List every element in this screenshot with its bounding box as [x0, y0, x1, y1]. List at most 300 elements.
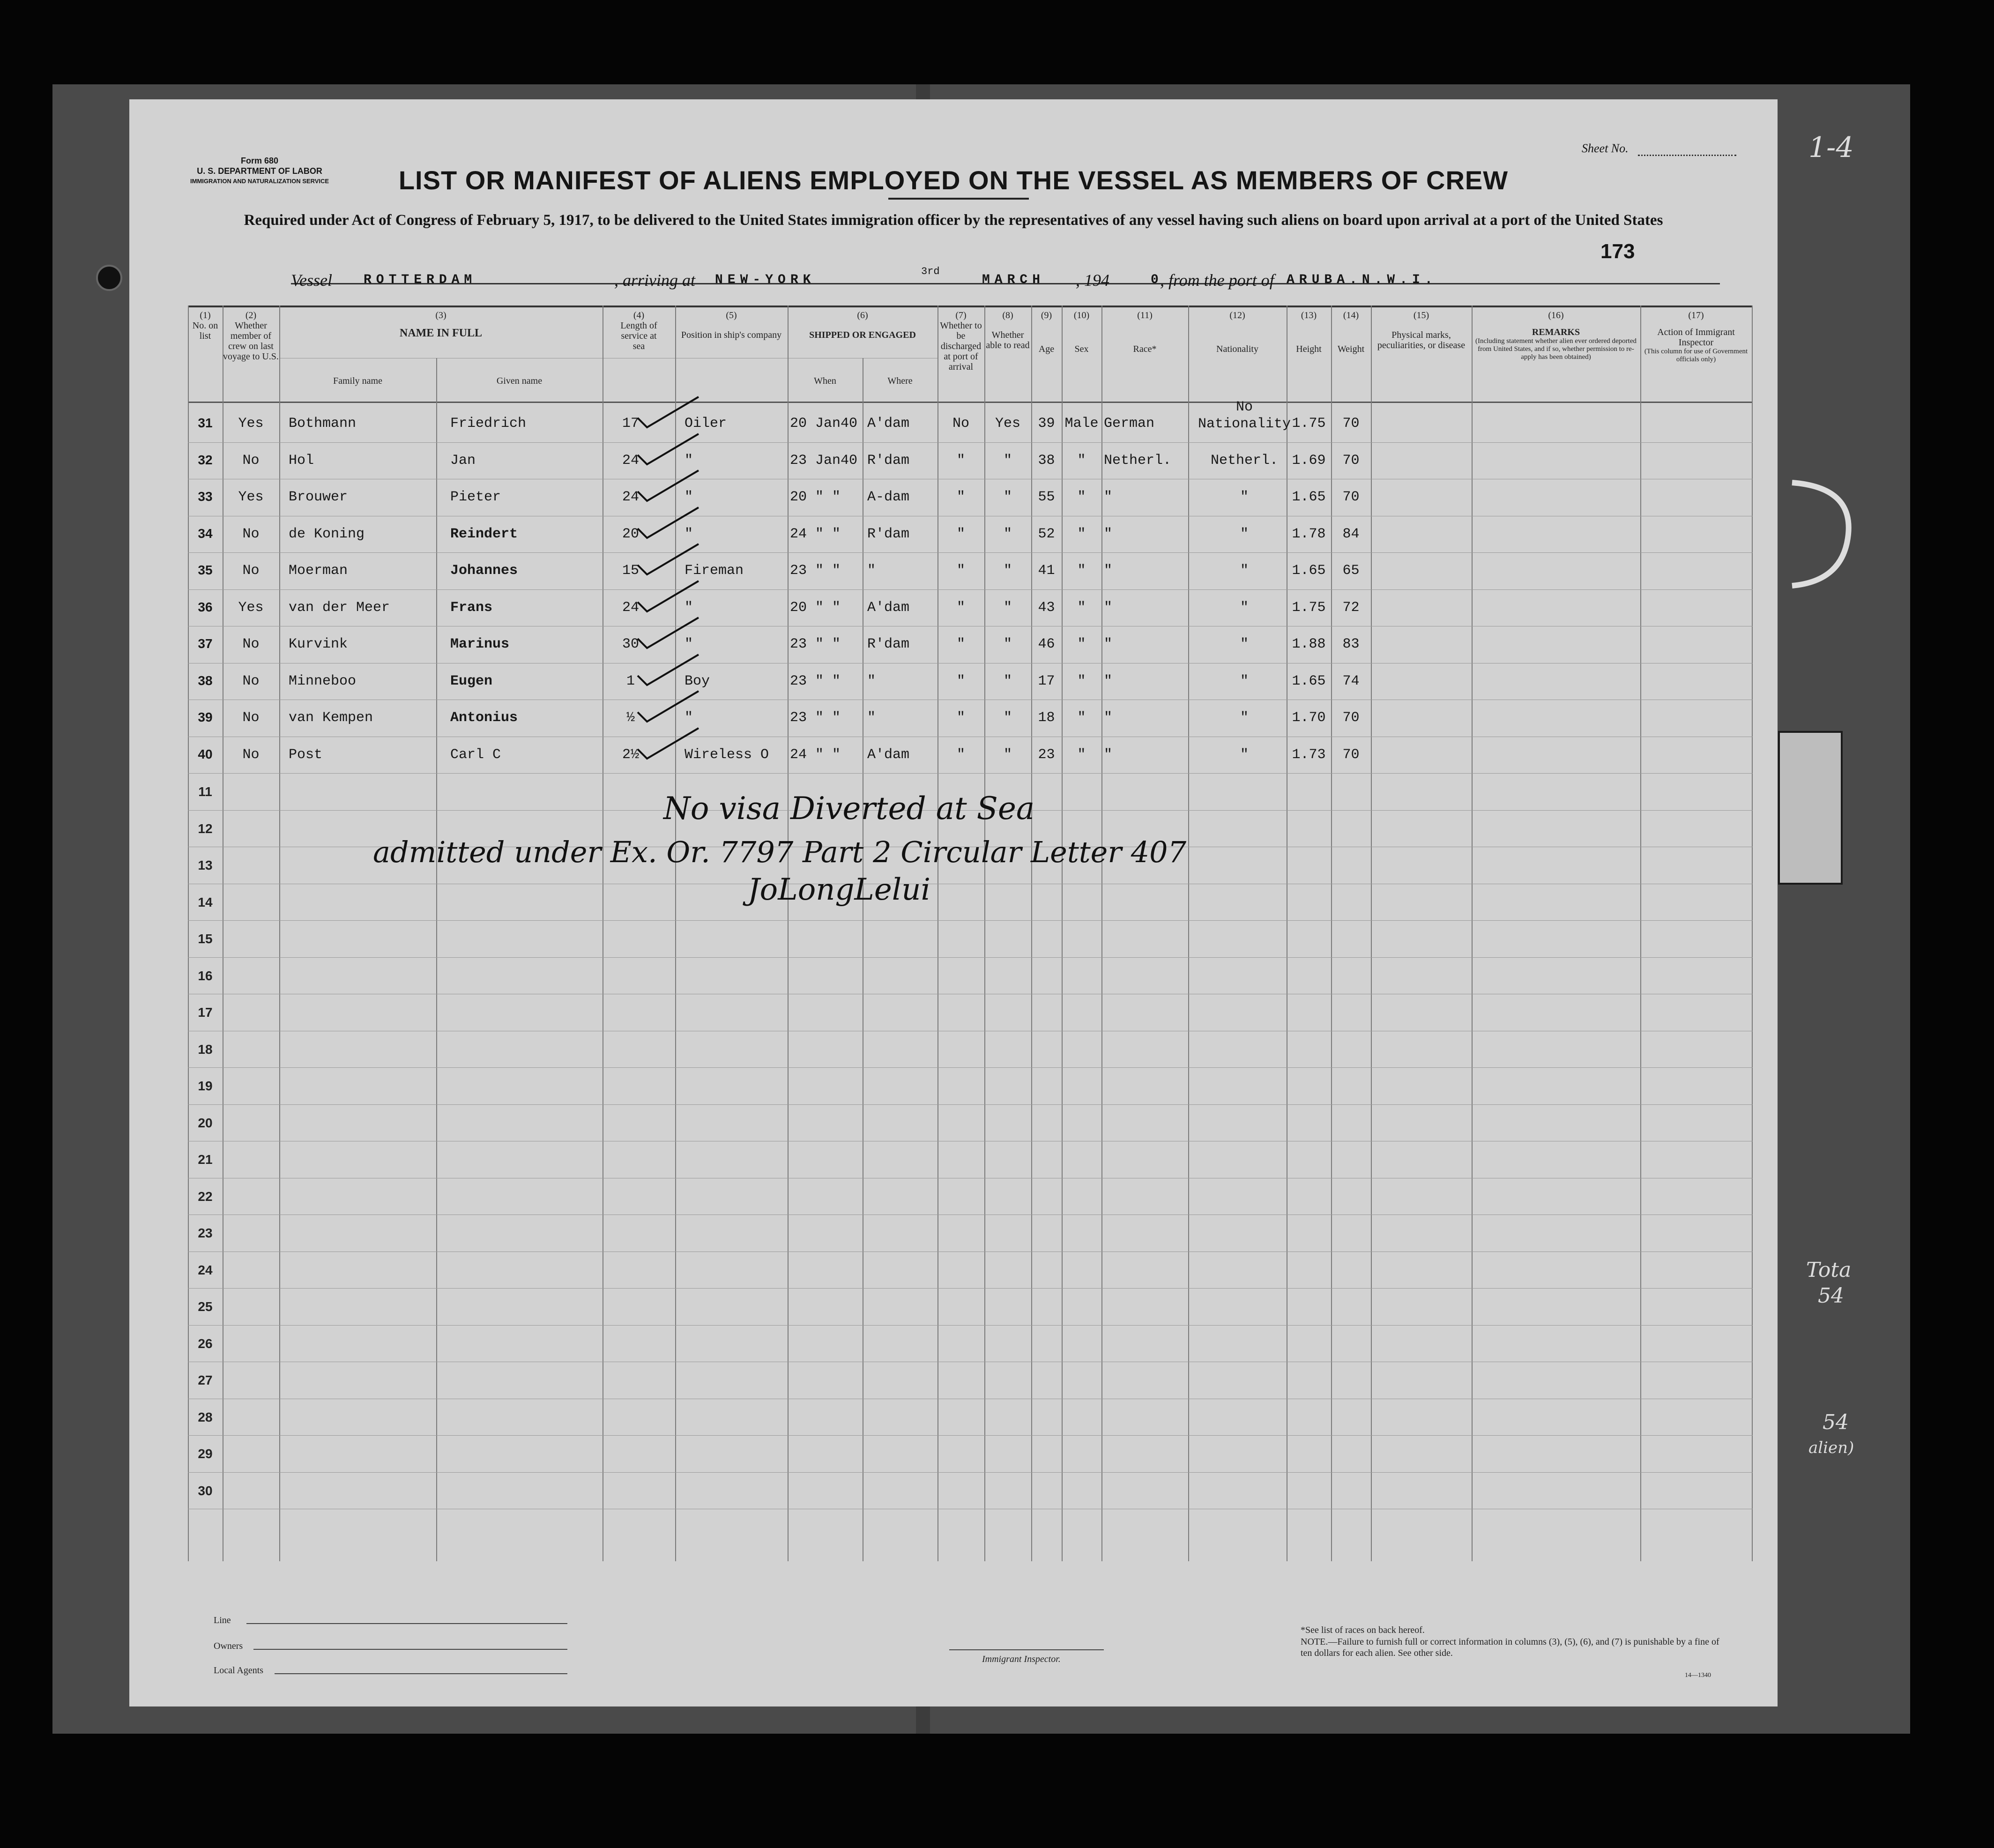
cell-height: 1.73	[1292, 746, 1326, 763]
col-header-no	[188, 310, 223, 341]
col-divider	[1472, 306, 1473, 1561]
cell-age: 39	[1038, 416, 1055, 432]
table-border-right	[1752, 306, 1753, 1561]
table-top-rule	[188, 306, 1753, 307]
col-divider	[436, 358, 437, 1561]
col-header-action	[1640, 310, 1752, 364]
cell-where: A'dam	[867, 746, 910, 763]
col-number: (5)	[726, 310, 737, 320]
cell-given: Jan	[450, 452, 476, 469]
cell-family: Brouwer	[289, 489, 348, 505]
margin-total-1: 54	[1818, 1284, 1844, 1308]
cell-read: "	[1003, 746, 1012, 763]
cell-service: 15	[622, 563, 639, 579]
col-number: (9)	[1041, 310, 1052, 320]
page-number: 173	[1600, 240, 1635, 263]
cell-when: 24 " "	[790, 746, 841, 763]
cell-no: 34	[198, 526, 213, 541]
cell-where: R'dam	[867, 636, 910, 652]
margin-total-label: Tota	[1806, 1258, 1852, 1282]
col-label: SHIPPED OR ENGAGED	[809, 330, 916, 340]
col-number: (8)	[1002, 310, 1013, 320]
footer-line-field	[246, 1623, 567, 1624]
blank-row-number: 15	[198, 931, 213, 946]
cell-nationality: No Nationality	[1198, 399, 1291, 432]
row-rule	[188, 1104, 1753, 1105]
cell-age: 38	[1038, 452, 1055, 469]
cell-prev: No	[242, 746, 260, 763]
cell-race: "	[1104, 563, 1113, 579]
cell-when: 23 Jan40	[790, 452, 858, 469]
footer-owners-label: Owners	[214, 1641, 243, 1651]
cell-race: "	[1104, 746, 1113, 763]
handwritten-note-admitted: admitted under Ex. Or. 7797 Part 2 Circular Letter 407	[373, 835, 1187, 869]
blank-row-number: 29	[198, 1446, 213, 1461]
cell-nationality: "	[1240, 599, 1249, 616]
cell-race: Netherl.	[1104, 452, 1172, 469]
cell-weight: 70	[1342, 710, 1360, 726]
col-header-height	[1287, 310, 1331, 354]
cell-read: "	[1003, 673, 1012, 689]
cell-sex: "	[1077, 563, 1086, 579]
cell-when: 20 " "	[790, 489, 841, 505]
cell-weight: 70	[1342, 416, 1360, 432]
blank-row-number: 14	[198, 894, 213, 909]
page-subtitle: Required under Act of Congress of February 5, 1917, to be delivered to the United States immigration officer by the representatives of any vessel having such aliens on board upon arrival at a port of the United States	[244, 212, 1663, 229]
col-divider	[1101, 306, 1102, 1561]
cell-service: 2½	[622, 746, 639, 763]
row-rule	[188, 552, 1753, 553]
footer-inspector-line	[949, 1649, 1104, 1650]
check-mark-icon	[633, 395, 703, 432]
col-header-given-name: Given name	[496, 376, 543, 386]
cell-read: "	[1003, 489, 1012, 505]
col-number: (1)	[200, 310, 211, 320]
col-header-family-name: Family name	[333, 376, 382, 386]
cell-where: "	[867, 710, 876, 726]
table-header-rule	[188, 402, 1753, 403]
cell-no: 35	[198, 563, 213, 577]
margin-note-top: 1-4	[1808, 131, 1854, 164]
cell-position: Fireman	[685, 563, 744, 579]
cell-weight: 83	[1342, 636, 1360, 652]
col-number: (12)	[1229, 310, 1245, 320]
cell-nationality: "	[1240, 563, 1249, 579]
col-label: Whether member of crew on last voyage to U.S.	[223, 320, 279, 362]
cell-discharged: "	[956, 489, 965, 505]
cell-service: 17	[622, 416, 639, 432]
cell-read: "	[1003, 599, 1012, 616]
cell-prev: No	[242, 673, 260, 689]
cell-race: German	[1104, 416, 1155, 432]
cell-height: 1.65	[1292, 489, 1326, 505]
cell-when: 23 " "	[790, 563, 841, 579]
cell-service: ½	[626, 710, 635, 726]
page-title: LIST OR MANIFEST OF ALIENS EMPLOYED ON THE VESSEL AS MEMBERS OF CREW	[398, 165, 1509, 195]
cell-weight: 84	[1342, 526, 1360, 542]
cell-discharged: "	[956, 599, 965, 616]
blank-row-number: 28	[198, 1409, 213, 1424]
cell-given: Frans	[450, 599, 493, 616]
footer-inspector-label: Immigrant Inspector.	[982, 1654, 1061, 1664]
col-divider	[1371, 306, 1372, 1561]
blank-row-number: 22	[198, 1189, 213, 1204]
check-mark-icon	[633, 542, 703, 579]
col-number: (14)	[1343, 310, 1359, 320]
check-mark-icon	[633, 615, 703, 653]
cell-position: Oiler	[685, 416, 727, 432]
cell-given: Johannes	[450, 563, 518, 579]
cell-sex: Male	[1064, 416, 1099, 432]
cell-service: 24	[622, 489, 639, 505]
col-header-previous-voyage	[223, 310, 279, 362]
cell-race: "	[1104, 489, 1113, 505]
check-mark-icon	[633, 689, 703, 726]
cell-where: A'dam	[867, 416, 910, 432]
footer-form-code: 14—1340	[1685, 1672, 1711, 1679]
blank-row-number: 16	[198, 968, 213, 983]
cell-prev: No	[242, 636, 260, 652]
cell-sex: "	[1077, 746, 1086, 763]
col-label: Age	[1038, 344, 1055, 354]
cell-discharged: "	[956, 746, 965, 763]
cell-prev: No	[242, 526, 260, 542]
col-label: Weight	[1337, 344, 1365, 354]
cell-race: "	[1104, 526, 1113, 542]
col-header-age	[1031, 310, 1062, 354]
cell-race: "	[1104, 710, 1113, 726]
cell-family: van Kempen	[289, 710, 373, 726]
row-rule	[188, 957, 1753, 958]
col-number: (6)	[857, 310, 868, 320]
cell-position: "	[685, 526, 693, 542]
department-name: U. S. DEPARTMENT OF LABOR	[197, 166, 322, 176]
cell-height: 1.65	[1292, 563, 1326, 579]
blank-row-number: 11	[198, 784, 212, 799]
cell-given: Pieter	[450, 489, 501, 505]
col-header-sex	[1062, 310, 1101, 354]
col-number: (13)	[1301, 310, 1317, 320]
row-rule	[188, 920, 1753, 921]
cell-where: R'dam	[867, 452, 910, 469]
footer-agents-label: Local Agents	[214, 1665, 264, 1676]
cell-family: Hol	[289, 452, 314, 469]
col-header-nationality	[1188, 310, 1287, 354]
col-number: (16)	[1548, 310, 1564, 320]
cell-family: Post	[289, 746, 323, 763]
col-header-service-length	[603, 310, 675, 351]
row-rule	[188, 442, 1753, 443]
col-header-physical-marks	[1371, 310, 1472, 350]
cell-when: 23 " "	[790, 636, 841, 652]
year-prefix: , 194	[1076, 271, 1109, 290]
cell-position: "	[685, 710, 693, 726]
cell-given: Marinus	[450, 636, 510, 652]
manifest-table	[188, 306, 1753, 1561]
col-sublabel: (This column for use of Government officials only)	[1644, 348, 1748, 363]
from-port-label: , from the port of	[1160, 271, 1274, 290]
col-number: (3)	[435, 310, 446, 320]
cell-weight: 72	[1342, 599, 1360, 616]
cell-where: A-dam	[867, 489, 910, 505]
blank-row-number: 24	[198, 1262, 213, 1277]
col-divider	[1640, 306, 1641, 1561]
cell-weight: 74	[1342, 673, 1360, 689]
cell-nationality: "	[1240, 636, 1249, 652]
cell-age: 43	[1038, 599, 1055, 616]
col-number: (4)	[633, 310, 645, 320]
cell-nationality: "	[1240, 526, 1249, 542]
blank-row-number: 23	[198, 1226, 213, 1240]
blank-row-number: 27	[198, 1373, 213, 1387]
title-underline	[888, 198, 1029, 200]
cell-when: 23 " "	[790, 673, 841, 689]
punch-hole	[96, 265, 122, 291]
cell-sex: "	[1077, 673, 1086, 689]
attached-tab	[1778, 731, 1843, 885]
col-divider	[788, 306, 789, 1561]
cell-no: 36	[198, 599, 213, 614]
col-header-where: Where	[887, 376, 913, 386]
cell-discharged: "	[956, 673, 965, 689]
cell-height: 1.75	[1292, 416, 1326, 432]
col-label: Whether to be discharged at port of arrival	[940, 320, 982, 372]
row-rule	[188, 589, 1753, 590]
cell-given: Carl C	[450, 746, 501, 763]
arrival-day: 3rd	[921, 266, 940, 277]
check-mark-icon	[633, 505, 703, 543]
col-header-remarks	[1472, 310, 1640, 361]
vessel-label: Vessel	[291, 271, 332, 290]
margin-total-2: 54	[1823, 1410, 1849, 1434]
col-sublabel: (Including statement whether alien ever ordered deported from United States, and if so, whether permission to re-apply has been obtained)	[1475, 337, 1637, 361]
cell-weight: 65	[1342, 563, 1360, 579]
cell-service: 20	[622, 526, 639, 542]
cell-age: 23	[1038, 746, 1055, 763]
check-mark-icon	[633, 468, 703, 506]
blank-row-number: 20	[198, 1115, 213, 1130]
cell-no: 39	[198, 710, 213, 724]
cell-no: 38	[198, 673, 213, 688]
cell-age: 17	[1038, 673, 1055, 689]
blank-row-number: 30	[198, 1483, 213, 1498]
cell-sex: "	[1077, 599, 1086, 616]
col-label: Race*	[1133, 344, 1157, 354]
col-header-read	[984, 310, 1031, 350]
col-label: Whether able to read	[986, 330, 1030, 350]
cell-when: 20 Jan40	[790, 416, 858, 432]
cell-position: "	[685, 599, 693, 616]
check-mark-icon	[633, 579, 703, 616]
cell-position: Boy	[685, 673, 710, 689]
arrival-port: NEW-YORK	[715, 273, 816, 287]
arrival-month: MARCH	[982, 273, 1045, 287]
col-label: No. on list	[192, 320, 218, 341]
cell-given: Eugen	[450, 673, 493, 689]
col-number: (17)	[1688, 310, 1704, 320]
row-rule	[188, 1288, 1753, 1289]
handwritten-signature: JoLongLelui	[748, 872, 930, 907]
cell-where: "	[867, 563, 876, 579]
cell-read: "	[1003, 452, 1012, 469]
col-label: Height	[1296, 344, 1322, 354]
cell-family: Minneboo	[289, 673, 357, 689]
col-header-race	[1101, 310, 1188, 354]
cell-race: "	[1104, 636, 1113, 652]
cell-height: 1.75	[1292, 599, 1326, 616]
blank-row-number: 17	[198, 1005, 213, 1020]
cell-family: Bothmann	[289, 416, 357, 432]
col-divider	[279, 306, 280, 1561]
row-rule	[188, 773, 1753, 774]
margin-bracket-mark	[1783, 478, 1858, 590]
cell-prev: No	[242, 563, 260, 579]
col-header-shipped	[788, 310, 937, 340]
cell-family: van der Meer	[289, 599, 390, 616]
col-label: REMARKS	[1532, 327, 1580, 337]
cell-given: Friedrich	[450, 416, 527, 432]
cell-family: Kurvink	[289, 636, 348, 652]
col-label: Action of Immigrant Inspector	[1657, 327, 1735, 348]
col-number: (2)	[245, 310, 257, 320]
cell-prev: Yes	[238, 599, 264, 616]
cell-weight: 70	[1342, 452, 1360, 469]
col-header-weight	[1331, 310, 1371, 354]
cell-where: "	[867, 673, 876, 689]
footer-penalty-note: NOTE.—Failure to furnish full or correct information in columns (3), (5), (6), and (7) is punishable by a fine of ten dollars for each alien. See other side.	[1301, 1637, 1719, 1658]
col-number: (7)	[955, 310, 967, 320]
cell-no: 33	[198, 489, 213, 504]
form-footer	[143, 1566, 1755, 1706]
cell-height: 1.69	[1292, 452, 1326, 469]
cell-height: 1.88	[1292, 636, 1326, 652]
cell-discharged: No	[952, 416, 969, 432]
cell-age: 46	[1038, 636, 1055, 652]
from-port: ARUBA.N.W.I.	[1287, 273, 1437, 287]
cell-when: 24 " "	[790, 526, 841, 542]
cell-service: 24	[622, 452, 639, 469]
cell-sex: "	[1077, 526, 1086, 542]
cell-prev: Yes	[238, 416, 264, 432]
cell-when: 23 " "	[790, 710, 841, 726]
cell-discharged: "	[956, 636, 965, 652]
col-header-name	[279, 310, 603, 338]
cell-read: "	[1003, 710, 1012, 726]
cell-discharged: "	[956, 526, 965, 542]
cell-nationality: Netherl.	[1210, 452, 1279, 469]
cell-height: 1.70	[1292, 710, 1326, 726]
cell-sex: "	[1077, 489, 1086, 505]
cell-position: "	[685, 636, 693, 652]
check-mark-icon	[633, 652, 703, 690]
cell-prev: Yes	[238, 489, 264, 505]
vessel-name: ROTTERDAM	[364, 273, 477, 287]
cell-read: "	[1003, 636, 1012, 652]
cell-height: 1.78	[1292, 526, 1326, 542]
col-label: Position in ship's company	[681, 330, 782, 340]
row-rule	[188, 1325, 1753, 1326]
blank-row-number: 18	[198, 1042, 213, 1057]
blank-row-number: 13	[198, 858, 213, 872]
blank-row-number: 21	[198, 1152, 213, 1167]
cell-no: 32	[198, 452, 213, 467]
cell-read: "	[1003, 563, 1012, 579]
cell-where: A'dam	[867, 599, 910, 616]
cell-given: Reindert	[450, 526, 518, 542]
cell-nationality: "	[1240, 746, 1249, 763]
sheet-number-line	[1638, 155, 1736, 156]
cell-family: Moerman	[289, 563, 348, 579]
check-mark-icon	[633, 726, 703, 763]
blank-row-number: 12	[198, 821, 213, 836]
cell-nationality: "	[1240, 673, 1249, 689]
col-label: Nationality	[1216, 344, 1258, 354]
col-header-position	[675, 310, 788, 340]
col-header-when: When	[814, 376, 836, 386]
blank-row-number: 25	[198, 1299, 213, 1314]
row-rule	[188, 1067, 1753, 1068]
row-rule	[188, 1435, 1753, 1436]
cell-sex: "	[1077, 710, 1086, 726]
col-number: (10)	[1073, 310, 1090, 320]
cell-when: 20 " "	[790, 599, 841, 616]
cell-discharged: "	[956, 452, 965, 469]
blank-row-number: 26	[198, 1336, 213, 1351]
cell-weight: 70	[1342, 489, 1360, 505]
cell-no: 31	[198, 416, 213, 430]
cell-height: 1.65	[1292, 673, 1326, 689]
cell-no: 37	[198, 636, 213, 651]
cell-race: "	[1104, 599, 1113, 616]
form-number: Form 680	[241, 156, 279, 165]
cell-age: 41	[1038, 563, 1055, 579]
cell-position: Wireless O	[685, 746, 769, 763]
handwritten-note-visa: No visa Diverted at Sea	[663, 790, 1035, 827]
cell-family: de Koning	[289, 526, 365, 542]
footer-line-label: Line	[214, 1615, 231, 1625]
cell-age: 55	[1038, 489, 1055, 505]
col-number: (11)	[1137, 310, 1153, 320]
cell-prev: No	[242, 452, 260, 469]
cell-read: "	[1003, 526, 1012, 542]
cell-sex: "	[1077, 636, 1086, 652]
manifest-page	[129, 99, 1778, 1706]
footer-races-note: *See list of races on back hereof.	[1301, 1625, 1425, 1635]
margin-alien-note: alien)	[1808, 1438, 1854, 1457]
blank-row-number: 19	[198, 1079, 213, 1093]
footer-agents-field	[275, 1673, 567, 1674]
cell-weight: 70	[1342, 746, 1360, 763]
cell-nationality: "	[1240, 489, 1249, 505]
cell-nationality: "	[1240, 710, 1249, 726]
cell-sex: "	[1077, 452, 1086, 469]
year-digit: 0	[1151, 273, 1159, 287]
service-name: IMMIGRATION AND NATURALIZATION SERVICE	[190, 178, 329, 185]
check-mark-icon	[633, 432, 703, 469]
cell-given: Antonius	[450, 710, 518, 726]
cell-service: 24	[622, 599, 639, 616]
cell-read: Yes	[995, 416, 1020, 432]
col-label: Sex	[1074, 344, 1089, 354]
cell-where: R'dam	[867, 526, 910, 542]
cell-no: 40	[198, 746, 213, 761]
cell-discharged: "	[956, 563, 965, 579]
cell-discharged: "	[956, 710, 965, 726]
col-label: Length of service at sea	[620, 320, 657, 351]
sheet-label: Sheet No.	[1582, 142, 1629, 155]
cell-prev: No	[242, 710, 260, 726]
cell-service: 30	[622, 636, 639, 652]
